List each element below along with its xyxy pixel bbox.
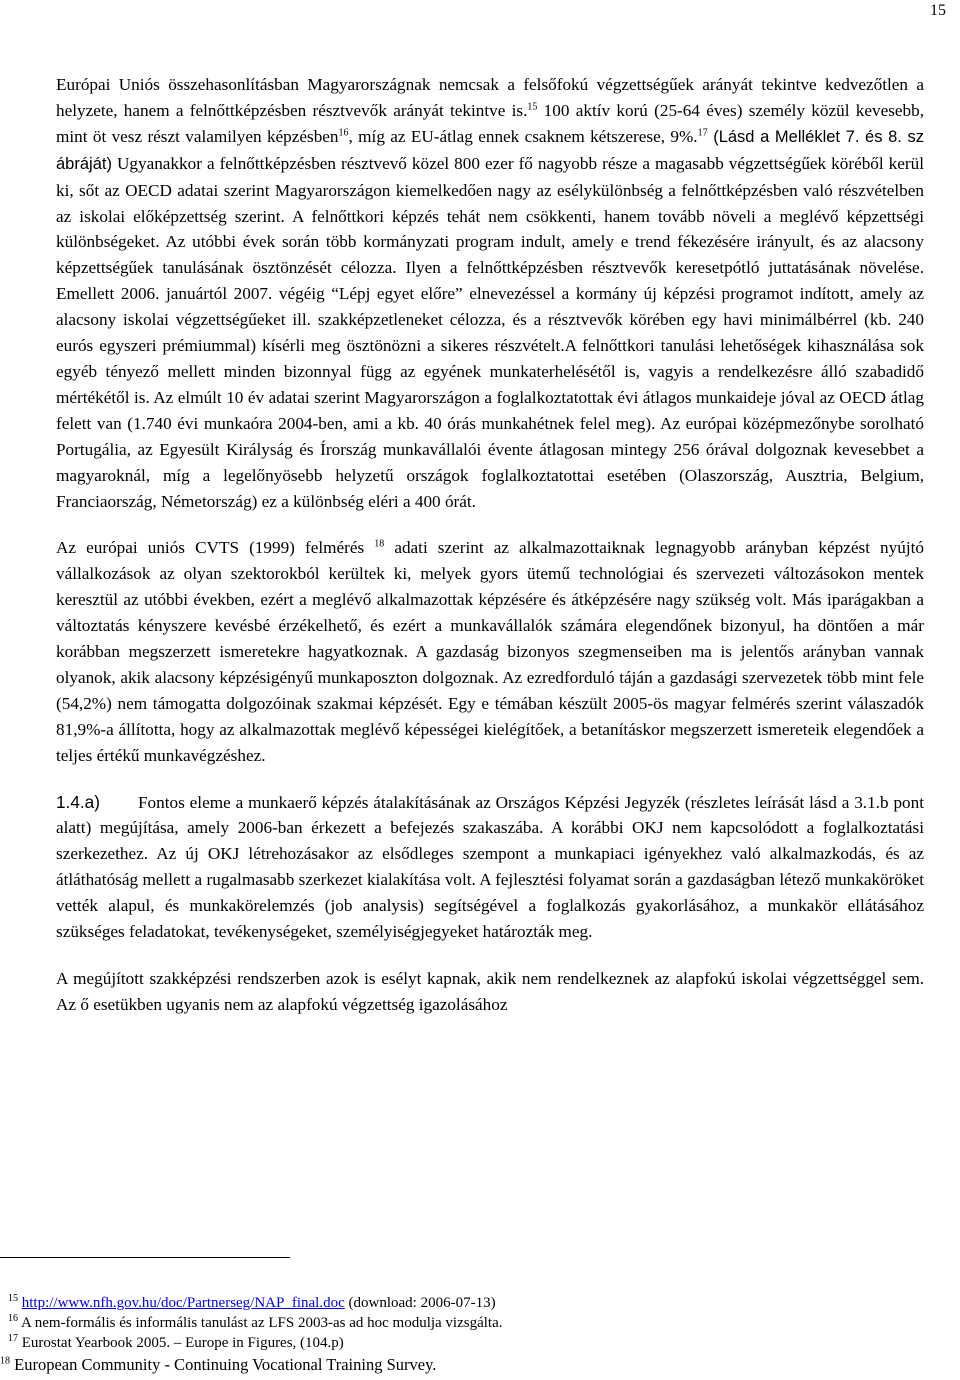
- paragraph-2: Az európai uniós CVTS (1999) felmérés $^{18}$ adati szerint az alkalmazottaiknak legnagyobb arányban képzést nyújtó vállalkozások az olyan szektorokból kerültek ki, melyek gyors ütemű technológiai és szervezeti változásokon mentek keresztül az utóbbi években, ezért a meglévő alkalmazottak képzésére és átképzésére nagy szükség volt. Más iparágakban a változtatás kényszere kevésbé érzékelhető, és ezért a munkavállalók számára elegendőnek bizonyul, ha döntően a már korábban megszerzett ismeretekre hagyatkoznak. A gazdaság bizonyos szegmenseiben ma is jelentős arányban vannak olyanok, akik alacsony képzésigényű munkaposzton dolgoznak. Az ezredforduló táján a gazdasági szervezetek több mint fele (54,2%) nem támogatta dolgozóinak szakmai képzését. Egy e témában készült 2005-ös magyar felmérés szerint válaszadók 81,9%-a állította, hogy az alkalmazottak meglévő képességei kielégítőek, a betanításkor megszerzett ismereteik elegendőek a teljes értékű munkavégzéshez.: [56, 538, 924, 765]
- footnote-ref-18[interactable]: 18: [374, 538, 385, 550]
- paragraph-1: Európai Uniós összehasonlításban Magyarországnak nemcsak a felsőfokú végzettségűek arányát tekintve kedvezőtlen a helyzete, hanem a felnőttképzésben résztvevők arányát tekintve is.$^{15}$ 100 aktív korú (25-64 éves) személy közül kevesebb, mint öt vesz részt valamilyen képzésben$^{16}$, míg az EU-átlag ennek csaknem kétszerese, 9%.$^{17}$ (Lásd a Melléklet 7. és 8. sz ábráját) Ugyanakkor a felnőttképzésben résztvevő közel 800 ezer fő nagyobb része a magasabb végzettségűek köréből kerül ki, sőt az OECD adatai szerint Magyarországon kiemelkedően nagy az esélykülönbség a felnőttképzésben való részvételben az iskolai előképzettség szerint. A felnőttkori képzés tehát nem csökkenti, hanem tovább növeli a meglévő képzettségi különbségeket. Az utóbbi évek során több kormányzati program indult, amely e trend fékezésére irányult, és az alacsony képzettségűek tanulásának ösztönzését célozza. Ilyen a felnőttképzésben résztvevők keresetpótló juttatásának növelése. Emellett 2006. januártól 2007. végéig “Lépj egyet előre” elnevezéssel a kormány új képzési programot indított, amely az alacsony iskolai végzettségűeket ill. szakképzetleneket célozza, és a résztvevők körében egy havi minimálbérrel (kb. 240 eurós egyszeri prémiummal) kísérli meg ösztönözni a sikeres részvételt.A felnőttkori tanulási lehetőségek kihasználása sok egyéb tényező mellett minden bizonnyal függ az egyének munkaterhelésétől is, vagyis a rendelkezésre álló szabadidő mértékétől is. Az elmúlt 10 év adatai szerint Magyarországon a foglalkoztatottak évi átlagos munkaideje jóval az OECD átlag felett van (1.740 évi munkaóra 2004-ben, ami a kb. 40 órás munkahétnek felel meg). Az európai középmezőnybe sorolható Portugália, az Egyesült Királyság és Írország munkavállalói évente átlagosan mintegy 256 órával dolgoznak kevesebbet a magyaroknál, míg a legelőnyösebb helyzetű országok foglalkoztatottai esetében (Olaszország, Ausztria, Belgium, Franciaország, Németország) ez a különbség eléri a 400 órát.: [56, 75, 924, 511]
- footnote-15: $^{15}$ http://www.nfh.gov.hu/doc/Partnerseg/NAP_final.doc (download: 2006-07-13): [8, 1293, 496, 1311]
- footnote-ref-15[interactable]: 15: [527, 101, 538, 113]
- footnote-ref-16[interactable]: 16: [338, 127, 349, 139]
- footnote-17: $^{17}$ Eurostat Yearbook 2005. – Europe in Figures, (104.p): [8, 1333, 344, 1351]
- footnote-16: $^{16}$ A nem-formális és informális tanulást az LFS 2003-as ad hoc modulja vizsgálta.: [8, 1313, 503, 1331]
- footnote-ref-17[interactable]: 17: [697, 127, 708, 139]
- annex-reference: (Lásd a Melléklet 7. és 8. sz ábráját): [56, 127, 924, 173]
- footnotes: [8, 1293, 908, 1353]
- footnote-link[interactable]: http://www.nfh.gov.hu/doc/Partnerseg/NAP_final.doc: [21, 1295, 345, 1311]
- paragraph-4: A megújított szakképzési rendszerben azok is esélyt kapnak, akik nem rendelkeznek az alapfokú iskolai végzettséggel sem. Az ő esetükben ugyanis nem az alapfokú végzettség igazolásához: [56, 969, 924, 1014]
- document-body: [56, 72, 924, 1039]
- footnote-separator: [0, 1257, 290, 1258]
- footnote-18: $^{18}$ European Community - Continuing Vocational Training Survey.: [0, 1355, 437, 1374]
- paragraph-3: 1.4.a) Fontos eleme a munkaerő képzés átalakításának az Országos Képzési Jegyzék (részletes leírását lásd a 3.1.b pont alatt) megújítása, amely 2006-ban érkezett a befejezés szakaszába. A korábbi OKJ nem kapcsolódott a foglalkoztatási szerkezethez. Az új OKJ létrehozásakor az elsődleges szempont a munkapiaci igényekhez való alkalmazkodás, és az átláthatóság mellett a rugalmasabb szerkezet kialakítása volt. A fejlesztési folyamat során a gazdaságban létező munkaköröket vették alapul, és munkakörelemzés (job analysis) segítségével a foglalkozás gyakorlásához, a munkakör ellátásához szükséges feladatokat, tevékenységeket, személyiségjegyeket határozták meg.: [56, 791, 924, 942]
- section-number: 1.4.a): [56, 791, 100, 812]
- page-number: 15: [930, 2, 946, 19]
